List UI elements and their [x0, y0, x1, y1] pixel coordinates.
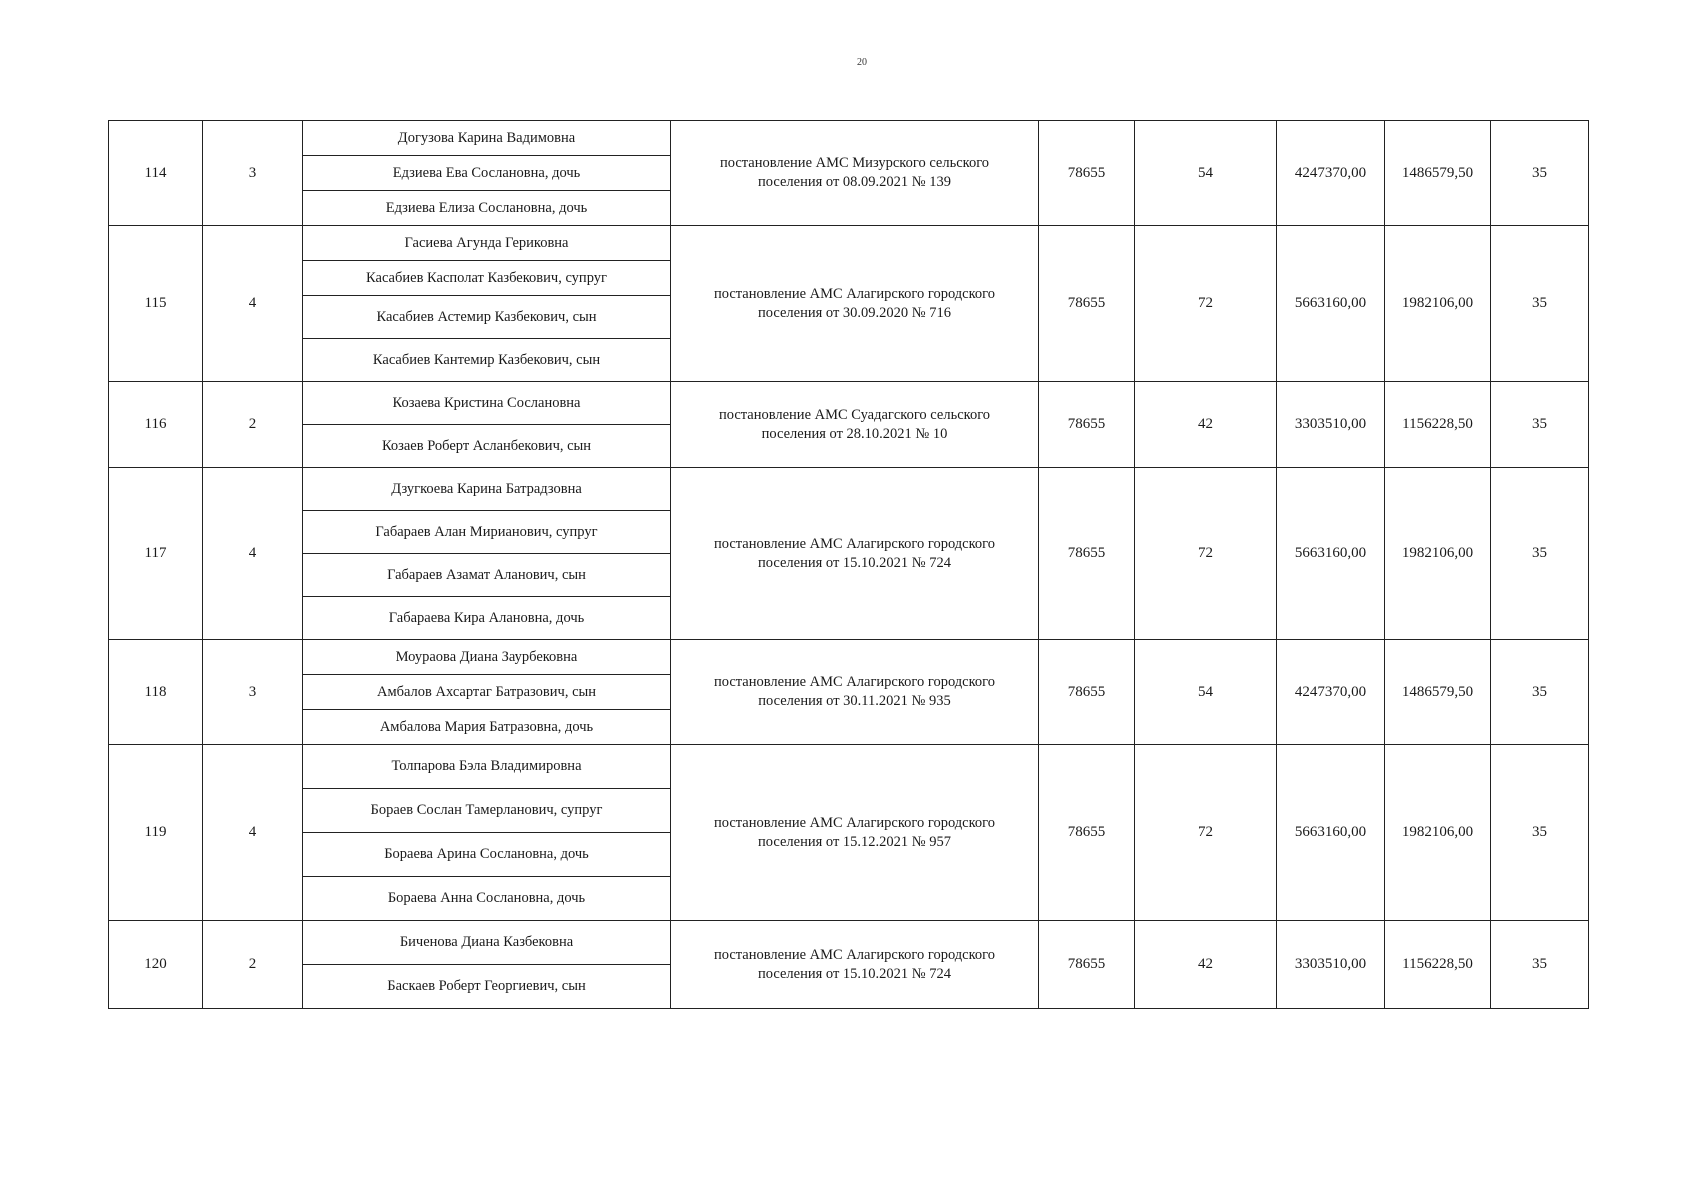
- table-row: [109, 121, 1589, 156]
- total-amount: 4247370,00: [1277, 640, 1385, 745]
- percent: 35: [1491, 121, 1589, 226]
- area: 54: [1135, 121, 1277, 226]
- record-number: 120: [109, 921, 203, 1009]
- decree-line-1: постановление АМС Алагирского городского: [713, 535, 995, 552]
- family-member: Амбалов Ахсартаг Батразович, сын: [303, 675, 671, 710]
- decree-line-2: поселения от 15.10.2021 № 724: [757, 965, 951, 982]
- record-number: 114: [109, 121, 203, 226]
- beneficiaries-table: [108, 120, 1589, 1009]
- total-amount: 3303510,00: [1277, 921, 1385, 1009]
- family-member: Габараева Кира Алановна, дочь: [303, 597, 671, 640]
- record-number: 118: [109, 640, 203, 745]
- total-amount: 3303510,00: [1277, 382, 1385, 468]
- table-row: [109, 640, 1589, 675]
- percent: 35: [1491, 382, 1589, 468]
- table-row: [109, 921, 1589, 965]
- percent: 35: [1491, 226, 1589, 382]
- decree-cell: [671, 745, 1039, 921]
- total-amount: 5663160,00: [1277, 745, 1385, 921]
- total-amount: 4247370,00: [1277, 121, 1385, 226]
- family-member: Козаев Роберт Асланбекович, сын: [303, 425, 671, 468]
- norm-cost: 78655: [1039, 121, 1135, 226]
- family-member: Биченова Диана Казбековна: [303, 921, 671, 965]
- table-row: [109, 382, 1589, 425]
- family-size: 2: [203, 921, 303, 1009]
- decree-cell: [671, 382, 1039, 468]
- family-member: Габараев Алан Мирианович, супруг: [303, 511, 671, 554]
- norm-cost: 78655: [1039, 640, 1135, 745]
- family-member: Моураова Диана Заурбековна: [303, 640, 671, 675]
- norm-cost: 78655: [1039, 745, 1135, 921]
- decree-cell: [671, 226, 1039, 382]
- decree-line-2: поселения от 30.09.2020 № 716: [757, 304, 951, 321]
- family-member: Дзугкоева Карина Батрадзовна: [303, 468, 671, 511]
- norm-cost: 78655: [1039, 382, 1135, 468]
- family-member: Догузова Карина Вадимовна: [303, 121, 671, 156]
- decree-line-2: поселения от 15.10.2021 № 724: [757, 554, 951, 571]
- family-member: Амбалова Мария Батразовна, дочь: [303, 710, 671, 745]
- family-size: 4: [203, 226, 303, 382]
- table-row: [109, 226, 1589, 261]
- decree-line-1: постановление АМС Алагирского городского: [713, 285, 995, 302]
- decree-cell: [671, 468, 1039, 640]
- payment-amount: 1486579,50: [1385, 640, 1491, 745]
- page-number: 20: [857, 57, 867, 68]
- family-member: Касабиев Астемир Казбекович, сын: [303, 296, 671, 339]
- payment-amount: 1156228,50: [1385, 382, 1491, 468]
- family-member: Козаева Кристина Сослановна: [303, 382, 671, 425]
- family-member: Бораева Арина Сослановна, дочь: [303, 833, 671, 877]
- decree-line-2: поселения от 15.12.2021 № 957: [757, 833, 951, 850]
- table-row: [109, 745, 1589, 789]
- payment-amount: 1982106,00: [1385, 468, 1491, 640]
- record-number: 119: [109, 745, 203, 921]
- area: 72: [1135, 468, 1277, 640]
- decree-line-1: постановление АМС Алагирского городского: [713, 814, 995, 831]
- payment-amount: 1486579,50: [1385, 121, 1491, 226]
- norm-cost: 78655: [1039, 921, 1135, 1009]
- decree-line-2: поселения от 30.11.2021 № 935: [758, 693, 951, 709]
- family-member: Едзиева Елиза Сослановна, дочь: [303, 191, 671, 226]
- total-amount: 5663160,00: [1277, 226, 1385, 382]
- area: 72: [1135, 745, 1277, 921]
- record-number: 116: [109, 382, 203, 468]
- decree-cell: [671, 640, 1039, 745]
- decree-line-1: постановление АМС Суадагского сельского: [718, 406, 991, 423]
- family-size: 3: [203, 121, 303, 226]
- decree-line-2: поселения от 28.10.2021 № 10: [761, 425, 948, 442]
- payment-amount: 1982106,00: [1385, 745, 1491, 921]
- payment-amount: 1982106,00: [1385, 226, 1491, 382]
- record-number: 115: [109, 226, 203, 382]
- family-member: Баскаев Роберт Георгиевич, сын: [303, 965, 671, 1009]
- percent: 35: [1491, 468, 1589, 640]
- area: 42: [1135, 382, 1277, 468]
- decree-cell: [671, 921, 1039, 1009]
- area: 54: [1135, 640, 1277, 745]
- area: 72: [1135, 226, 1277, 382]
- family-size: 4: [203, 745, 303, 921]
- percent: 35: [1491, 745, 1589, 921]
- family-member: Гасиева Агунда Гериковна: [303, 226, 671, 261]
- family-size: 2: [203, 382, 303, 468]
- family-member: Касабиев Кантемир Казбекович, сын: [303, 339, 671, 382]
- family-size: 4: [203, 468, 303, 640]
- family-size: 3: [203, 640, 303, 745]
- record-number: 117: [109, 468, 203, 640]
- total-amount: 5663160,00: [1277, 468, 1385, 640]
- family-member: Едзиева Ева Сослановна, дочь: [303, 156, 671, 191]
- family-member: Толпарова Бэла Владимировна: [303, 745, 671, 789]
- area: 42: [1135, 921, 1277, 1009]
- table-row: [109, 468, 1589, 511]
- percent: 35: [1491, 640, 1589, 745]
- decree-line-1: постановление АМС Алагирского городского: [713, 674, 995, 690]
- decree-cell: [671, 121, 1039, 226]
- family-member: Бораев Сослан Тамерланович, супруг: [303, 789, 671, 833]
- decree-line-1: постановление АМС Алагирского городского: [713, 946, 995, 963]
- family-member: Бораева Анна Сослановна, дочь: [303, 877, 671, 921]
- percent: 35: [1491, 921, 1589, 1009]
- payment-amount: 1156228,50: [1385, 921, 1491, 1009]
- family-member: Габараев Азамат Аланович, сын: [303, 554, 671, 597]
- family-member: Касабиев Касполат Казбекович, супруг: [303, 261, 671, 296]
- norm-cost: 78655: [1039, 468, 1135, 640]
- decree-line-1: постановление АМС Мизурского сельского: [719, 155, 990, 171]
- decree-line-2: поселения от 08.09.2021 № 139: [757, 174, 951, 190]
- norm-cost: 78655: [1039, 226, 1135, 382]
